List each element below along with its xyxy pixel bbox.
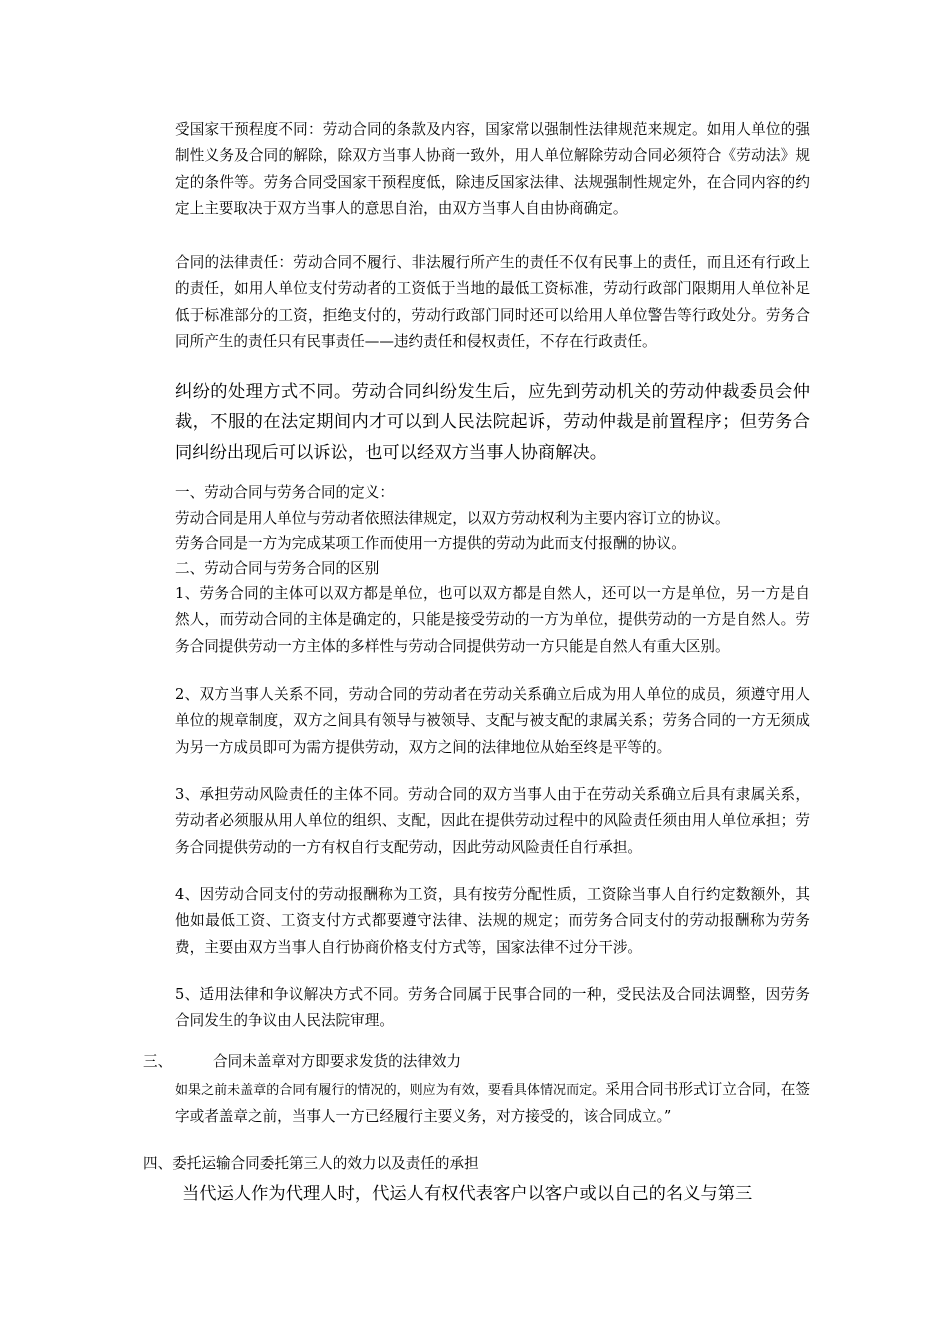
paragraph-difference-4: 4、因劳动合同支付的劳动报酬称为工资，具有按劳分配性质，工资除当事人自行约定数额外，其他如最低工资、工资支付方式都要遵守法律、法规的规定；而劳务合同支付的劳动报酬称为劳务费，主要由双方当事人自行协商价格支付方式等，国家法律不过分干涉。 <box>175 886 810 956</box>
heading-four: 四、委托运输合同委托第三人的效力以及责任的承担 <box>143 1155 479 1172</box>
paragraph-freight-agent: 当代运人作为代理人时，代运人有权代表客户以客户或以自己的名义与第三 <box>182 1184 753 1204</box>
paragraph-difference-3: 3、承担劳动风险责任的主体不同。劳动合同的双方当事人由于在劳动关系确立后具有隶属关系，劳动者必须服从用人单位的组织、支配，因此在提供劳动过程中的风险责任须由用人单位承担；劳务合同提供劳动的一方有权自行支配劳动，因此劳动风险责任自行承担。 <box>175 786 810 856</box>
paragraph-legal-liability: 合同的法律责任：劳动合同不履行、非法履行所产生的责任不仅有民事上的责任，而且还有行政上的责任，如用人单位支付劳动者的工资低于当地的最低工资标准，劳动行政部门限期用人单位补足低于标准部分的工资，拒绝支付的，劳动行政部门同时还可以给用人单位警告等行政处分。劳务合同所产生的责任只有民事责任——违约责任和侵权责任，不存在行政责任。 <box>175 254 810 350</box>
paragraph-labor-contract-definition: 劳动合同是用人单位与劳动者依照法律规定，以双方劳动权利为主要内容订立的协议。 <box>175 510 730 527</box>
paragraph-difference-1: 1、劳务合同的主体可以双方都是单位，也可以双方都是自然人，还可以一方是单位，另一方是自然人，而劳动合同的主体是确定的，只能是接受劳动的一方为单位，提供劳动的一方是自然人。劳务合同提供劳动一方主体的多样性与劳动合同提供劳动一方只能是自然人有重大区别。 <box>175 585 810 655</box>
paragraph-unsealed-contract <box>175 1077 810 1130</box>
paragraph-unsealed-contract-part1: 如果之前未盖章的合同有履行的情况的，则应为有效，要看具体情况而定。 <box>175 1083 606 1098</box>
paragraph-unsealed-contract-part2: 采用合同书形式订立合同，在签字或者盖章之前，当事人一方已经履行主要义务，对方接受的，该合同成立。” <box>175 1081 810 1125</box>
paragraph-service-contract-definition: 劳务合同是一方为完成某项工作而使用一方提供的劳动为此而支付报酬的协议。 <box>175 535 686 552</box>
heading-three-number: 三、 <box>143 1053 173 1070</box>
paragraph-difference-5: 5、适用法律和争议解决方式不同。劳务合同属于民事合同的一种，受民法及合同法调整，因劳务合同发生的争议由人民法院审理。 <box>175 986 810 1030</box>
paragraph-difference-2: 2、双方当事人关系不同，劳动合同的劳动者在劳动关系确立后成为用人单位的成员，须遵守用人单位的规章制度，双方之间具有领导与被领导、支配与被支配的隶属关系；劳务合同的一方无须成为另一方成员即可为需方提供劳动，双方之间的法律地位从始至终是平等的。 <box>175 686 810 756</box>
heading-differences: 二、劳动合同与劳务合同的区别 <box>175 560 380 577</box>
heading-three-text: 合同未盖章对方即要求发货的法律效力 <box>213 1053 462 1070</box>
paragraph-state-intervention: 受国家干预程度不同：劳动合同的条款及内容，国家常以强制性法律规范来规定。如用人单位的强制性义务及合同的解除，除双方当事人协商一致外，用人单位解除劳动合同必须符合《劳动法》规定的条件等。劳务合同受国家干预程度低，除违反国家法律、法规强制性规定外，在合同内容的约定上主要取决于双方当事人的意思自治，由双方当事人自由协商确定。 <box>175 121 810 217</box>
heading-definitions: 一、劳动合同与劳务合同的定义： <box>175 484 394 501</box>
paragraph-dispute-resolution: 纠纷的处理方式不同。劳动合同纠纷发生后，应先到劳动机关的劳动仲裁委员会仲裁，不服的在法定期间内才可以到人民法院起诉，劳动仲裁是前置程序；但劳务合同纠纷出现后可以诉讼，也可以经双方当事人协商解决。 <box>175 382 810 463</box>
